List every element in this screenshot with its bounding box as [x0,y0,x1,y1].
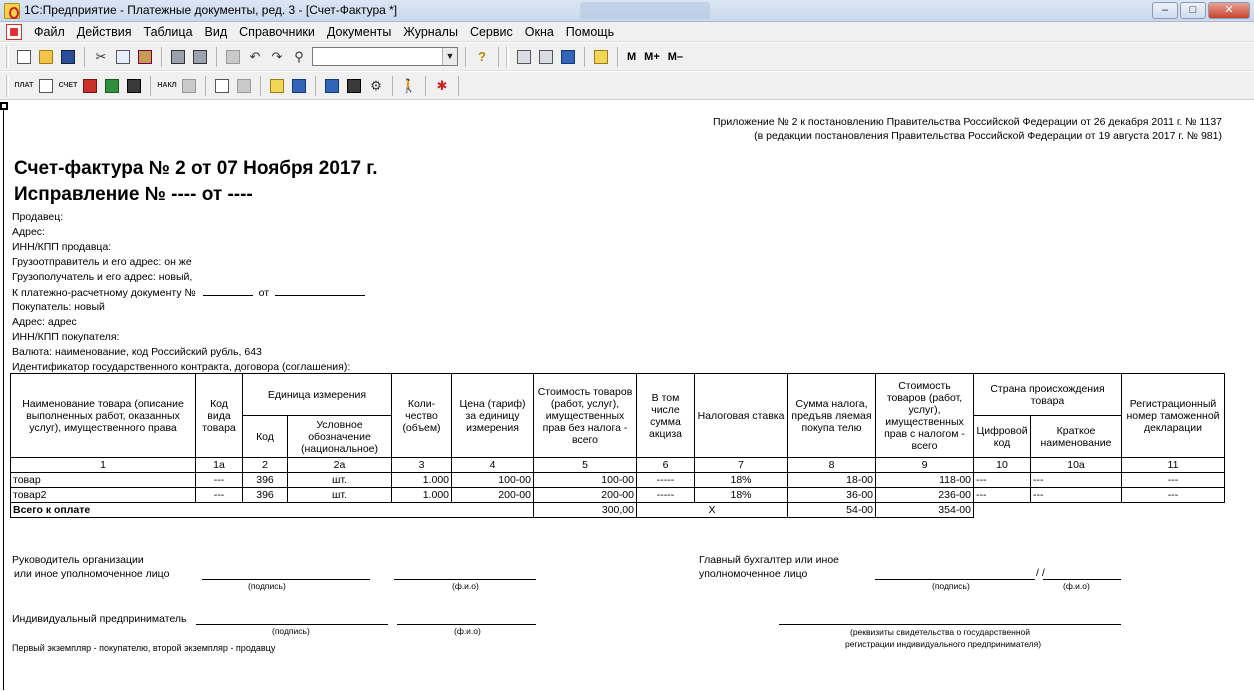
employees-button[interactable] [322,76,342,96]
document-window-icon[interactable] [6,24,22,40]
entrepreneur-fio-caption: (ф.и.о) [454,626,481,636]
cash-book-button[interactable] [124,76,144,96]
cell-unit-code: 396 [243,473,288,488]
column-numbers-row [11,458,1225,473]
col-number: 1 [11,458,196,473]
invoice-table [10,373,1225,518]
cell-customs: --- [1122,473,1225,488]
open-folder-icon [39,50,53,64]
toolbar-separator [205,76,206,96]
calculator-button[interactable] [514,47,534,67]
print-preview-button[interactable] [190,47,210,67]
header-excise: В том числе сумма акциза [637,374,695,458]
cell-country-name: --- [1031,473,1122,488]
waybill-copy-button[interactable] [179,76,199,96]
toolbar-separator [425,76,426,96]
cell-tax: 18-00 [788,473,876,488]
cell-qty: 1.000 [392,473,452,488]
cell-cost: 100-00 [534,473,637,488]
cut-button[interactable] [91,47,111,67]
menu-view[interactable]: Вид [204,24,228,39]
bank-button[interactable] [267,76,287,96]
toolbar-separator [465,47,466,67]
standard-toolbar [0,43,1254,71]
menu-service[interactable]: Сервис [469,24,513,39]
col-number: 10а [1031,458,1122,473]
total-cost: 300,00 [534,503,637,518]
cell-tax: 36-00 [788,488,876,503]
total-empty [974,503,1225,518]
undo-icon: ↶ [249,48,261,64]
head-label-1: Руководитель организации [12,554,144,566]
cell-total: 236-00 [876,488,974,503]
head-fio-line [394,579,536,580]
save-icon [61,50,75,64]
paste-icon [138,50,152,64]
menu-bar [0,22,1254,42]
payment-doc-label: К платежно-расчетному документу № [12,287,196,299]
menu-help[interactable]: Помощь [565,24,615,39]
copy-button[interactable] [113,47,133,67]
header-tax-sum: Сумма налога, предъяв ляемая покупа телю [788,374,876,458]
cell-name: товар [11,473,196,488]
chevron-down-icon[interactable]: ▼ [442,48,457,65]
toolbar-separator [498,47,499,67]
requisites-line [779,624,1121,625]
toolbar-grip[interactable] [6,46,9,68]
settings-button[interactable] [366,76,386,96]
window-title: 1С:Предприятие - Платежные документы, ред. 3 - [Счет-Фактура *] [24,3,398,17]
buyer-inn-field: ИНН/КПП покупателя: [12,331,120,343]
title-bar [0,0,1254,22]
printer-icon [171,50,185,64]
memory-button[interactable]: M [627,50,637,63]
bank-statement-button[interactable] [289,76,309,96]
bug-icon: ✱ [436,77,448,93]
payment-doc-field [12,286,365,299]
cell-excise: ----- [637,473,695,488]
chief-accountant-fio-caption: (ф.и.о) [1063,581,1090,591]
total-x: X [637,503,788,518]
shipper-field: Грузоотправитель и его адрес: он же [12,256,192,268]
col-number: 3 [392,458,452,473]
toolbar-separator [84,47,85,67]
requisites-caption-1: (реквизиты свидетельства о государственной [850,627,1030,637]
payment-doc-number-line [203,286,253,296]
chief-accountant-date: / / [1036,567,1045,579]
invoice-button[interactable] [58,76,78,96]
cell-customs: --- [1122,488,1225,503]
receipt-icon [105,79,119,93]
header-name: Наименование товара (описание выполненных работ, оказанных услуг), имущественного права [11,374,196,458]
cell-code: --- [196,488,243,503]
col-number: 1а [196,458,243,473]
consignee-field: Грузополучатель и его адрес: новый, [12,271,193,283]
menu-actions[interactable]: Действия [76,24,132,39]
cell-cost: 200-00 [534,488,637,503]
cell-unit-name: шт. [288,473,392,488]
head-signature-caption: (подпись) [248,581,286,591]
gear-icon: ⚙ [370,77,382,93]
cell-code: --- [196,473,243,488]
col-number: 9 [876,458,974,473]
correction-title: Исправление № ---- от ---- [14,184,253,205]
search-combo[interactable] [312,47,458,66]
receipt-button[interactable] [102,76,122,96]
waybill-icon: НАКЛ [157,82,177,89]
total-label: Всего к оплате [11,503,534,518]
redo-icon: ↷ [271,48,283,64]
binoculars-icon: ⚲ [294,48,304,64]
syntax-helper-button[interactable] [558,47,578,67]
register-button[interactable] [36,76,56,96]
documents-toolbar [0,72,1254,100]
header-unit-name: Условное обозначение (национальное) [288,416,392,458]
head-signature-line [202,579,370,580]
payment-doc-from-label: от [258,287,270,299]
toolbar-separator [315,76,316,96]
total-row [11,503,1225,518]
calendar-button[interactable] [536,47,556,67]
header-cost-with-tax: Стоимость товаров (работ, услуг), имущественных прав с налогом - всего [876,374,974,458]
cell-excise: ----- [637,488,695,503]
requisites-caption-2: регистрации индивидуального предпринимателя) [845,639,1042,649]
col-number: 2 [243,458,288,473]
syntax-helper-icon [561,50,575,64]
exit-button[interactable] [399,76,419,96]
calculator-icon [517,50,531,64]
toolbar-separator [392,76,393,96]
waybill-button[interactable] [157,76,177,96]
header-unit-code: Код [243,416,288,458]
annex-line-1: Приложение № 2 к постановлению Правительства Российской Федерации от 26 декабря 2011 г. № 1137 [712,116,1222,128]
menu-windows[interactable]: Окна [524,24,554,39]
menu-file[interactable]: Файл [34,24,65,39]
act-icon [215,79,229,93]
header-cost-no-tax: Стоимость товаров (работ, услуг), имущественных прав без налога - всего [534,374,637,458]
maximize-button[interactable]: □ [1180,2,1206,19]
copy-icon [116,50,130,64]
entrepreneur-label: Индивидуальный предприниматель [12,613,187,625]
invoice-icon: СЧЕТ [58,82,78,89]
head-label-2: или иное уполномоченное лицо [14,568,170,580]
cell-name: товар2 [11,488,196,503]
header-country-name: Краткое наименование [1031,416,1122,458]
help-button[interactable] [472,47,492,67]
payment-order-icon: ПЛАТ [14,82,34,89]
memory-plus-button[interactable]: M+ [644,50,660,63]
waybill-copy-icon [182,79,196,93]
save-button[interactable] [58,47,78,67]
cell-total: 118-00 [876,473,974,488]
paste-button[interactable] [135,47,155,67]
people-icon [325,79,339,93]
col-number: 10 [974,458,1031,473]
chief-accountant-label-2: уполномоченное лицо [699,568,808,580]
header-customs: Регистрационный номер таможенной декларации [1122,374,1225,458]
corner-marker [0,102,8,110]
toolbar-grip[interactable] [506,46,509,68]
entrepreneur-signature-line [196,624,388,625]
act-copy-button[interactable] [234,76,254,96]
buyer-address-field: Адрес: адрес [12,316,77,328]
contracts-button[interactable] [344,76,364,96]
toolbar-separator [161,47,162,67]
table-row[interactable] [11,473,1225,488]
entrepreneur-signature-caption: (подпись) [272,626,310,636]
document-area[interactable] [0,101,1254,692]
total-tax: 54-00 [788,503,876,518]
undo-button[interactable] [245,47,265,67]
entrepreneur-fio-line [397,624,536,625]
cash-book-icon [127,79,141,93]
header-price: Цена (тариф) за единицу измерения [452,374,534,458]
payment-order-button[interactable] [14,76,34,96]
header-qty: Коли- чество (объем) [392,374,452,458]
header-country-code: Цифровой код [974,416,1031,458]
open-button[interactable] [36,47,56,67]
properties-button[interactable] [223,47,243,67]
col-number: 6 [637,458,695,473]
col-number: 5 [534,458,637,473]
cell-unit-code: 396 [243,488,288,503]
new-document-button[interactable] [14,47,34,67]
debug-button[interactable] [432,76,452,96]
annex-line-2: (в редакции постановления Правительства Российской Федерации от 19 августа 2017 г. № 981) [754,130,1222,142]
table-row[interactable] [11,488,1225,503]
col-number: 8 [788,458,876,473]
cell-unit-name: шт. [288,488,392,503]
act-button[interactable] [212,76,232,96]
col-number: 4 [452,458,534,473]
calendar-icon [539,50,553,64]
buyer-field: Покупатель: новый [12,301,105,313]
cell-country-name: --- [1031,488,1122,503]
chief-accountant-fio-line [1043,579,1121,580]
register-icon [39,79,53,93]
minimize-button[interactable]: – [1152,2,1178,19]
print-button[interactable] [168,47,188,67]
toolbar-separator [216,47,217,67]
col-number: 11 [1122,458,1225,473]
header-unit: Единица измерения [243,374,392,416]
book-icon [594,50,608,64]
toolbar-separator [260,76,261,96]
question-icon: ? [478,49,486,64]
close-button[interactable]: ✕ [1208,2,1250,19]
app-logo-icon [4,3,20,19]
col-number: 7 [695,458,788,473]
menu-references[interactable]: Справочники [239,24,315,39]
cash-order-icon [83,79,97,93]
cell-rate: 18% [695,488,788,503]
scissors-icon: ✂ [95,48,107,64]
seller-inn-field: ИНН/КПП продавца: [12,241,112,253]
header-country: Страна происхождения товара [974,374,1122,416]
address-field: Адрес: [12,226,45,238]
redo-button[interactable] [267,47,287,67]
menu-journals[interactable]: Журналы [403,24,458,39]
cash-order-button[interactable] [80,76,100,96]
bank-statement-icon [292,79,306,93]
col-number: 2а [288,458,392,473]
toolbar-separator [458,76,459,96]
chief-accountant-signature-line [875,579,1035,580]
contract-id-field: Идентификатор государственного контракта, договора (соглашения): [12,361,351,373]
running-man-icon: 🚶 [400,77,418,93]
blurred-tab-area [580,2,710,19]
payment-doc-date-line [275,286,365,296]
copies-note: Первый экземпляр - покупателю, второй экземпляр - продавцу [12,643,276,653]
cell-country-code: --- [974,488,1031,503]
head-fio-caption: (ф.и.о) [452,581,479,591]
cell-country-code: --- [974,473,1031,488]
book-button[interactable] [591,47,611,67]
header-tax-rate: Налоговая ставка [695,374,788,458]
toolbar-separator [150,76,151,96]
header-code: Код вида товара [196,374,243,458]
toolbar-grip[interactable] [6,75,9,97]
bank-icon [270,79,284,93]
invoice-title: Счет-фактура № 2 от 07 Ноября 2017 г. [14,158,378,179]
cell-qty: 1.000 [392,488,452,503]
cell-rate: 18% [695,473,788,488]
left-border-line [3,110,4,690]
toolbar-separator [617,47,618,67]
new-document-icon [17,50,31,64]
print-preview-icon [193,50,207,64]
chief-accountant-label-1: Главный бухгалтер или иное [699,554,840,566]
menu-table[interactable]: Таблица [143,24,193,39]
properties-icon [226,50,240,64]
total-sum: 354-00 [876,503,974,518]
currency-field: Валюта: наименование, код Российский рубль, 643 [12,346,262,358]
act-copy-icon [237,79,251,93]
cell-price: 200-00 [452,488,534,503]
contracts-icon [347,79,361,93]
cell-price: 100-00 [452,473,534,488]
toolbar-separator [584,47,585,67]
menu-documents[interactable]: Документы [326,24,392,39]
memory-minus-button[interactable]: M– [667,50,684,63]
find-button[interactable] [289,47,309,67]
chief-accountant-signature-caption: (подпись) [932,581,970,591]
seller-field: Продавец: [12,211,64,223]
